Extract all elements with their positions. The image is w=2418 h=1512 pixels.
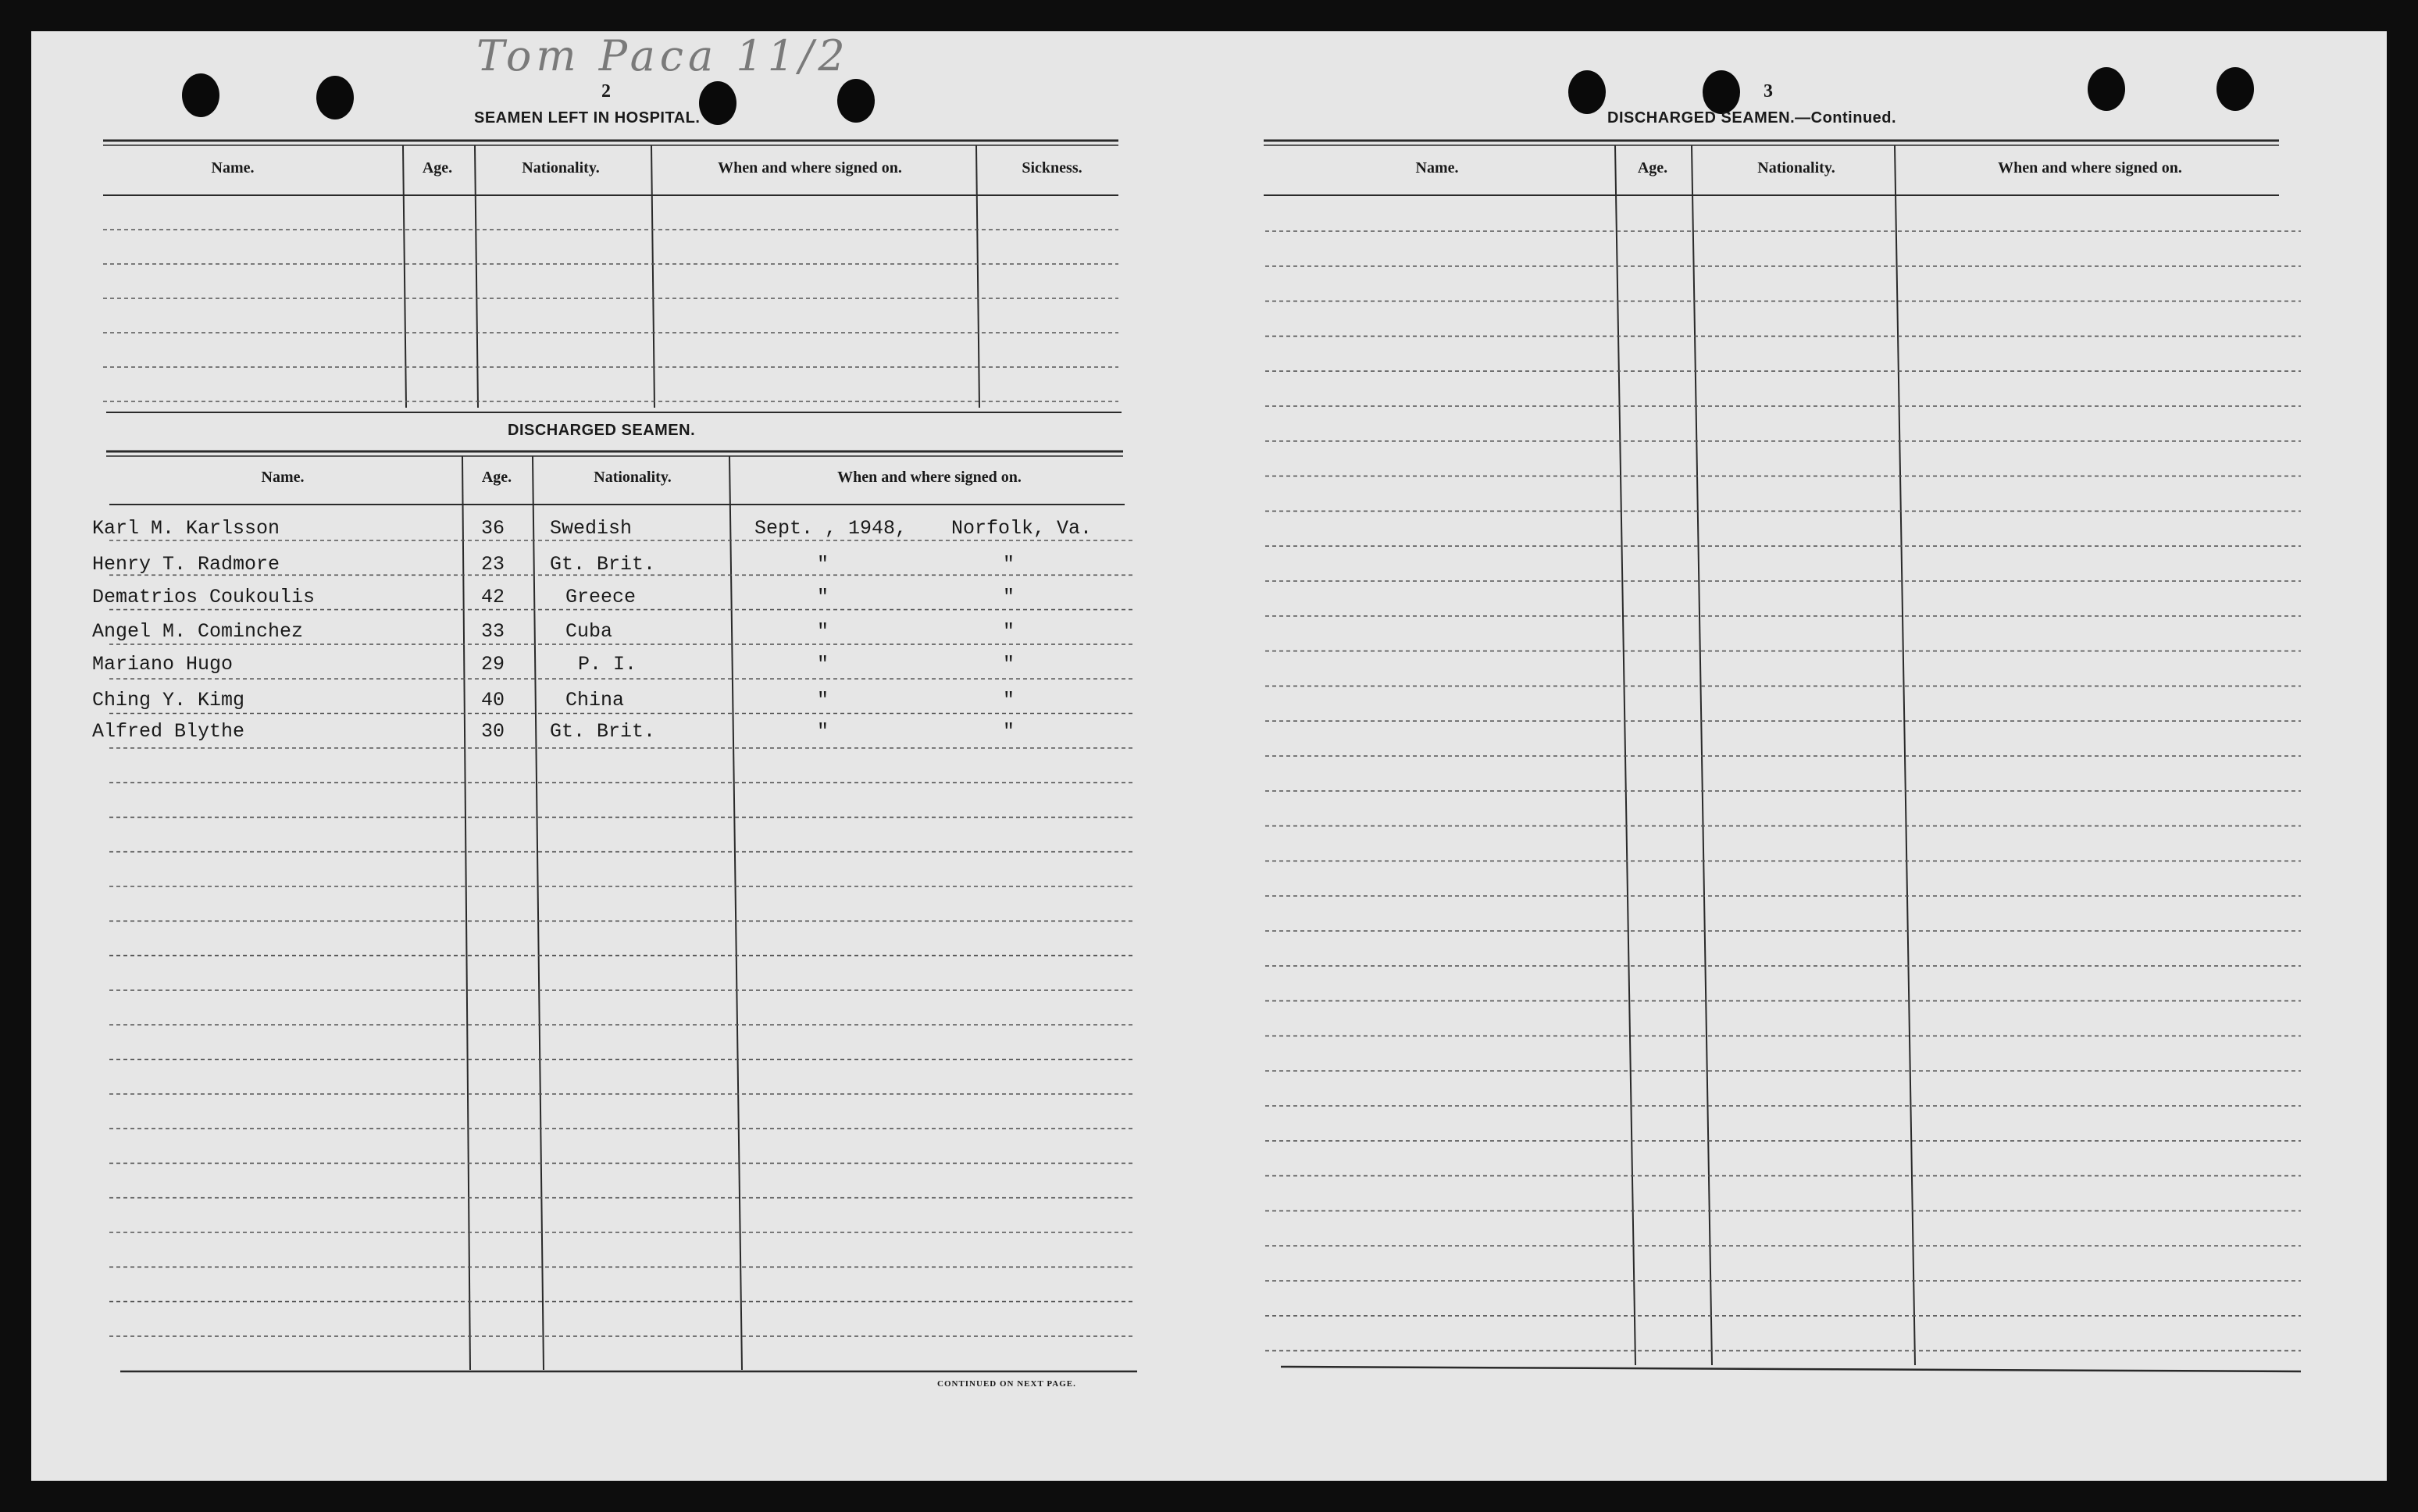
row-nationality: Swedish: [550, 517, 633, 540]
row-when: ": [817, 620, 829, 643]
rule-line: [475, 145, 478, 408]
discharged-col-age: Age.: [481, 469, 512, 486]
row-age: 30: [481, 720, 505, 743]
row-name: Dematrios Coukoulis: [92, 586, 316, 608]
right-col-name: Name.: [1415, 159, 1459, 177]
right-page-number: 3: [1764, 81, 1773, 102]
right-col-signed-on: When and where signed on.: [1998, 159, 2182, 177]
row-nationality: Gt. Brit.: [550, 720, 656, 743]
right-col-age: Age.: [1637, 159, 1668, 177]
row-when: ": [817, 720, 829, 743]
row-nationality: Gt. Brit.: [550, 553, 656, 576]
row-where: ": [1003, 720, 1015, 743]
rule-line: [403, 145, 406, 408]
row-age: 36: [481, 517, 505, 540]
row-age: 33: [481, 620, 505, 643]
row-when: ": [817, 586, 829, 608]
hospital-col-age: Age.: [422, 159, 453, 177]
row-where: ": [1003, 553, 1015, 576]
discharged-col-name: Name.: [261, 469, 305, 486]
row-nationality: Greece: [565, 586, 637, 608]
hospital-section-title: SEAMEN LEFT IN HOSPITAL.: [474, 109, 701, 127]
continued-note: CONTINUED ON NEXT PAGE.: [937, 1379, 1076, 1389]
row-where: ": [1003, 586, 1015, 608]
hospital-col-sickness: Sickness.: [1022, 159, 1082, 177]
row-when: ": [817, 689, 829, 711]
row-when: Sept. , 1948,: [754, 517, 908, 540]
right-page-title: DISCHARGED SEAMEN.—Continued.: [1607, 109, 1897, 127]
row-name: Ching Y. Kimg: [92, 689, 245, 711]
row-name: Henry T. Radmore: [92, 553, 280, 576]
row-nationality: Cuba: [565, 620, 613, 643]
discharged-col-nationality: Nationality.: [594, 469, 672, 486]
rule-line: [1895, 145, 1915, 1365]
rule-line: [1281, 1367, 2301, 1371]
row-name: Angel M. Cominchez: [92, 620, 304, 643]
discharged-section-title: DISCHARGED SEAMEN.: [508, 422, 696, 439]
row-nationality: P. I.: [578, 653, 637, 676]
rule-line: [976, 145, 979, 408]
row-age: 29: [481, 653, 505, 676]
row-when: ": [817, 653, 829, 676]
row-when: ": [817, 553, 829, 576]
rule-line: [651, 145, 654, 408]
row-age: 23: [481, 553, 505, 576]
row-name: Karl M. Karlsson: [92, 517, 280, 540]
row-where: ": [1003, 653, 1015, 676]
row-age: 40: [481, 689, 505, 711]
row-name: Alfred Blythe: [92, 720, 245, 743]
row-name: Mariano Hugo: [92, 653, 234, 676]
right-col-nationality: Nationality.: [1757, 159, 1835, 177]
left-page-number: 2: [601, 81, 611, 102]
hospital-col-signed-on: When and where signed on.: [718, 159, 902, 177]
row-where: ": [1003, 689, 1015, 711]
hospital-col-name: Name.: [211, 159, 255, 177]
handwritten-note: Tom Paca 11/2: [476, 31, 850, 80]
discharged-col-signed-on: When and where signed on.: [837, 469, 1022, 486]
rule-line: [1615, 145, 1635, 1365]
row-nationality: China: [565, 689, 625, 711]
row-age: 42: [481, 586, 505, 608]
row-where: Norfolk, Va.: [951, 517, 1093, 540]
row-where: ": [1003, 620, 1015, 643]
hospital-col-nationality: Nationality.: [522, 159, 600, 177]
rule-line: [1692, 145, 1712, 1365]
